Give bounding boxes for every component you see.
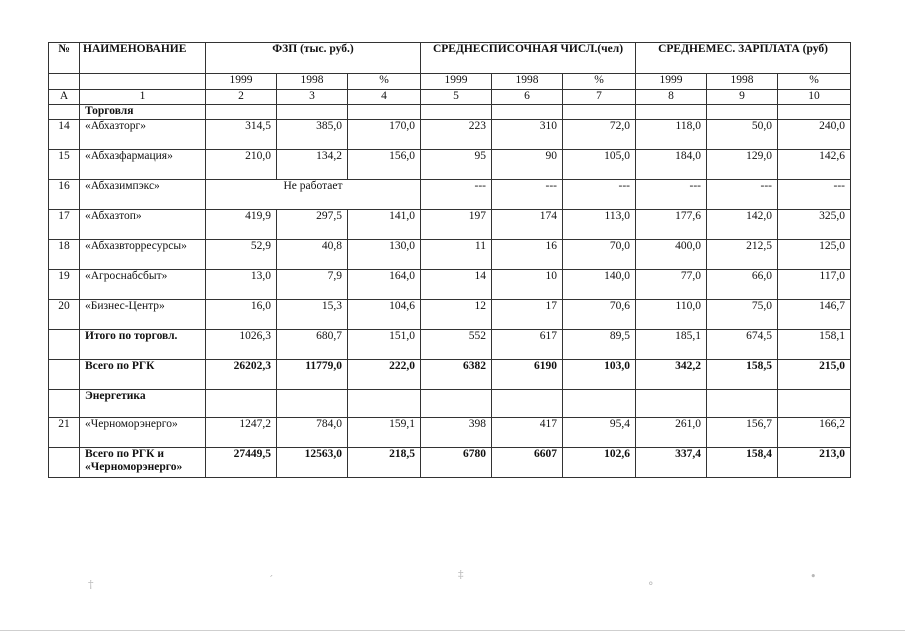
row-value: 26202,3 [206, 360, 277, 390]
header-no: № [49, 43, 80, 74]
scan-artifact: • [810, 570, 817, 583]
row-value: 314,5 [206, 120, 277, 150]
row-value: 95,4 [563, 418, 636, 448]
row-value: 13,0 [206, 270, 277, 300]
row-value: 7,9 [277, 270, 348, 300]
page-edge-line [0, 630, 905, 631]
row-number: 18 [49, 240, 80, 270]
table-row [49, 270, 851, 300]
year-cell: 1998 [707, 74, 778, 90]
row-value: --- [778, 180, 851, 210]
row-value: 177,6 [636, 210, 707, 240]
scan-artifact: ´ [268, 574, 274, 587]
row-value: 142,6 [778, 150, 851, 180]
row-value: 70,6 [563, 300, 636, 330]
scan-artifact: ‡ [458, 568, 464, 581]
index-cell: 9 [707, 90, 778, 105]
data-table [48, 42, 851, 478]
row-value: 77,0 [636, 270, 707, 300]
year-cell: 1998 [277, 74, 348, 90]
row-value: 261,0 [636, 418, 707, 448]
row-value: 11779,0 [277, 360, 348, 390]
row-value: 210,0 [206, 150, 277, 180]
table-row [49, 150, 851, 180]
year-cell-blank [49, 74, 80, 90]
row-number: 15 [49, 150, 80, 180]
row-value: 419,9 [206, 210, 277, 240]
row-value: 170,0 [348, 120, 421, 150]
scan-artifact: † [88, 578, 94, 591]
header-name: НАИМЕНОВАНИЕ [80, 43, 206, 74]
index-cell: А [49, 90, 80, 105]
section-title: Торговля [80, 105, 206, 120]
index-cell: 7 [563, 90, 636, 105]
row-value: 110,0 [636, 300, 707, 330]
row-name: «Абхазтоп» [80, 210, 206, 240]
year-cell-blank [80, 74, 206, 90]
row-value: 17 [492, 300, 563, 330]
row-value: 158,5 [707, 360, 778, 390]
row-value: 12 [421, 300, 492, 330]
year-row [49, 74, 851, 90]
row-value: 398 [421, 418, 492, 448]
row-value: 72,0 [563, 120, 636, 150]
index-cell: 6 [492, 90, 563, 105]
row-name: «Абхазимпэкс» [80, 180, 206, 210]
row-value: 129,0 [707, 150, 778, 180]
row-value: 95 [421, 150, 492, 180]
row-number: 21 [49, 418, 80, 448]
row-value: 40,8 [277, 240, 348, 270]
row-value: 197 [421, 210, 492, 240]
row-value: 12563,0 [277, 448, 348, 478]
row-value: --- [421, 180, 492, 210]
total-all-row [49, 448, 851, 478]
row-value: 15,3 [277, 300, 348, 330]
row-value: 184,0 [636, 150, 707, 180]
section-row-trade [49, 105, 851, 120]
row-value: 16 [492, 240, 563, 270]
row-value: 6607 [492, 448, 563, 478]
index-cell: 10 [778, 90, 851, 105]
row-value: 125,0 [778, 240, 851, 270]
row-value: 552 [421, 330, 492, 360]
row-number: 16 [49, 180, 80, 210]
row-value: 223 [421, 120, 492, 150]
row-value: 337,4 [636, 448, 707, 478]
row-value: --- [563, 180, 636, 210]
row-number: 17 [49, 210, 80, 240]
row-value: 102,6 [563, 448, 636, 478]
index-cell: 1 [80, 90, 206, 105]
row-number: 14 [49, 120, 80, 150]
row-value: 159,1 [348, 418, 421, 448]
row-value: 90 [492, 150, 563, 180]
row-value: 130,0 [348, 240, 421, 270]
row-value: 16,0 [206, 300, 277, 330]
row-name: Итого по торговл. [80, 330, 206, 360]
row-value: 6780 [421, 448, 492, 478]
trade-rows [49, 120, 851, 330]
row-value: 6382 [421, 360, 492, 390]
total-trade-row [49, 330, 851, 360]
section-title: Энергетика [80, 390, 206, 418]
index-row [49, 90, 851, 105]
row-value: 385,0 [277, 120, 348, 150]
row-value: 310 [492, 120, 563, 150]
row-value: --- [636, 180, 707, 210]
row-name: «Абхазфармация» [80, 150, 206, 180]
row-value: 146,7 [778, 300, 851, 330]
year-cell: 1998 [492, 74, 563, 90]
year-cell: 1999 [206, 74, 277, 90]
row-value: 215,0 [778, 360, 851, 390]
table-row [49, 180, 851, 210]
section-row-energy [49, 390, 851, 418]
row-value: 14 [421, 270, 492, 300]
table-row [49, 240, 851, 270]
row-value: 118,0 [636, 120, 707, 150]
row-name: «Агроснабсбыт» [80, 270, 206, 300]
index-cell: 4 [348, 90, 421, 105]
row-value: 212,5 [707, 240, 778, 270]
row-value: 158,1 [778, 330, 851, 360]
row-value: 218,5 [348, 448, 421, 478]
row-value: 1026,3 [206, 330, 277, 360]
row-value: 6190 [492, 360, 563, 390]
row-name: «Черноморэнерго» [80, 418, 206, 448]
row-number: 19 [49, 270, 80, 300]
row-value: 400,0 [636, 240, 707, 270]
row-value: 674,5 [707, 330, 778, 360]
row-value: 70,0 [563, 240, 636, 270]
header-fzp: ФЗП (тыс. руб.) [206, 43, 421, 74]
row-value: 134,2 [277, 150, 348, 180]
row-name: «Абхазвторресурсы» [80, 240, 206, 270]
header-salary: СРЕДНЕМЕС. ЗАРПЛАТА (руб) [636, 43, 851, 74]
index-cell: 8 [636, 90, 707, 105]
table-row [49, 210, 851, 240]
row-value: 89,5 [563, 330, 636, 360]
row-value: 142,0 [707, 210, 778, 240]
row-name: «Абхазторг» [80, 120, 206, 150]
row-value: --- [492, 180, 563, 210]
row-value: 50,0 [707, 120, 778, 150]
row-value: 117,0 [778, 270, 851, 300]
row-value: 174 [492, 210, 563, 240]
row-value: 158,4 [707, 448, 778, 478]
row-value: 680,7 [277, 330, 348, 360]
row-value: 325,0 [778, 210, 851, 240]
row-value: 11 [421, 240, 492, 270]
row-number: 20 [49, 300, 80, 330]
row-value: 151,0 [348, 330, 421, 360]
row-value: 104,6 [348, 300, 421, 330]
row-value: 1247,2 [206, 418, 277, 448]
year-cell: 1999 [636, 74, 707, 90]
year-cell: 1999 [421, 74, 492, 90]
row-value: 156,7 [707, 418, 778, 448]
year-cell: % [778, 74, 851, 90]
header-headcount: СРЕДНЕСПИСОЧНАЯ ЧИСЛ.(чел) [421, 43, 636, 74]
row-value: 141,0 [348, 210, 421, 240]
index-cell: 3 [277, 90, 348, 105]
row-value: 113,0 [563, 210, 636, 240]
index-cell: 5 [421, 90, 492, 105]
row-value: 240,0 [778, 120, 851, 150]
row-value: 784,0 [277, 418, 348, 448]
year-cell: % [563, 74, 636, 90]
row-value: --- [707, 180, 778, 210]
row-value: 417 [492, 418, 563, 448]
row-name: Всего по РГК [80, 360, 206, 390]
scan-artifact: ° [648, 580, 654, 593]
row-value: 164,0 [348, 270, 421, 300]
row-name: Всего по РГК и «Черноморэнерго» [80, 448, 206, 478]
row-value: 103,0 [563, 360, 636, 390]
row-value: 297,5 [277, 210, 348, 240]
row-note: Не работает [206, 180, 421, 210]
row-value: 213,0 [778, 448, 851, 478]
total-rgk-row [49, 360, 851, 390]
table-row [49, 300, 851, 330]
row-value: 166,2 [778, 418, 851, 448]
row-value: 222,0 [348, 360, 421, 390]
index-cell: 2 [206, 90, 277, 105]
row-value: 342,2 [636, 360, 707, 390]
row-value: 66,0 [707, 270, 778, 300]
row-value: 140,0 [563, 270, 636, 300]
row-value: 52,9 [206, 240, 277, 270]
year-cell: % [348, 74, 421, 90]
table-row [49, 120, 851, 150]
row-name: «Бизнес-Центр» [80, 300, 206, 330]
row-value: 10 [492, 270, 563, 300]
row-value: 75,0 [707, 300, 778, 330]
row-value: 617 [492, 330, 563, 360]
row-value: 185,1 [636, 330, 707, 360]
row-value: 27449,5 [206, 448, 277, 478]
header-row [49, 43, 851, 74]
table-row [49, 418, 851, 448]
row-value: 105,0 [563, 150, 636, 180]
row-value: 156,0 [348, 150, 421, 180]
